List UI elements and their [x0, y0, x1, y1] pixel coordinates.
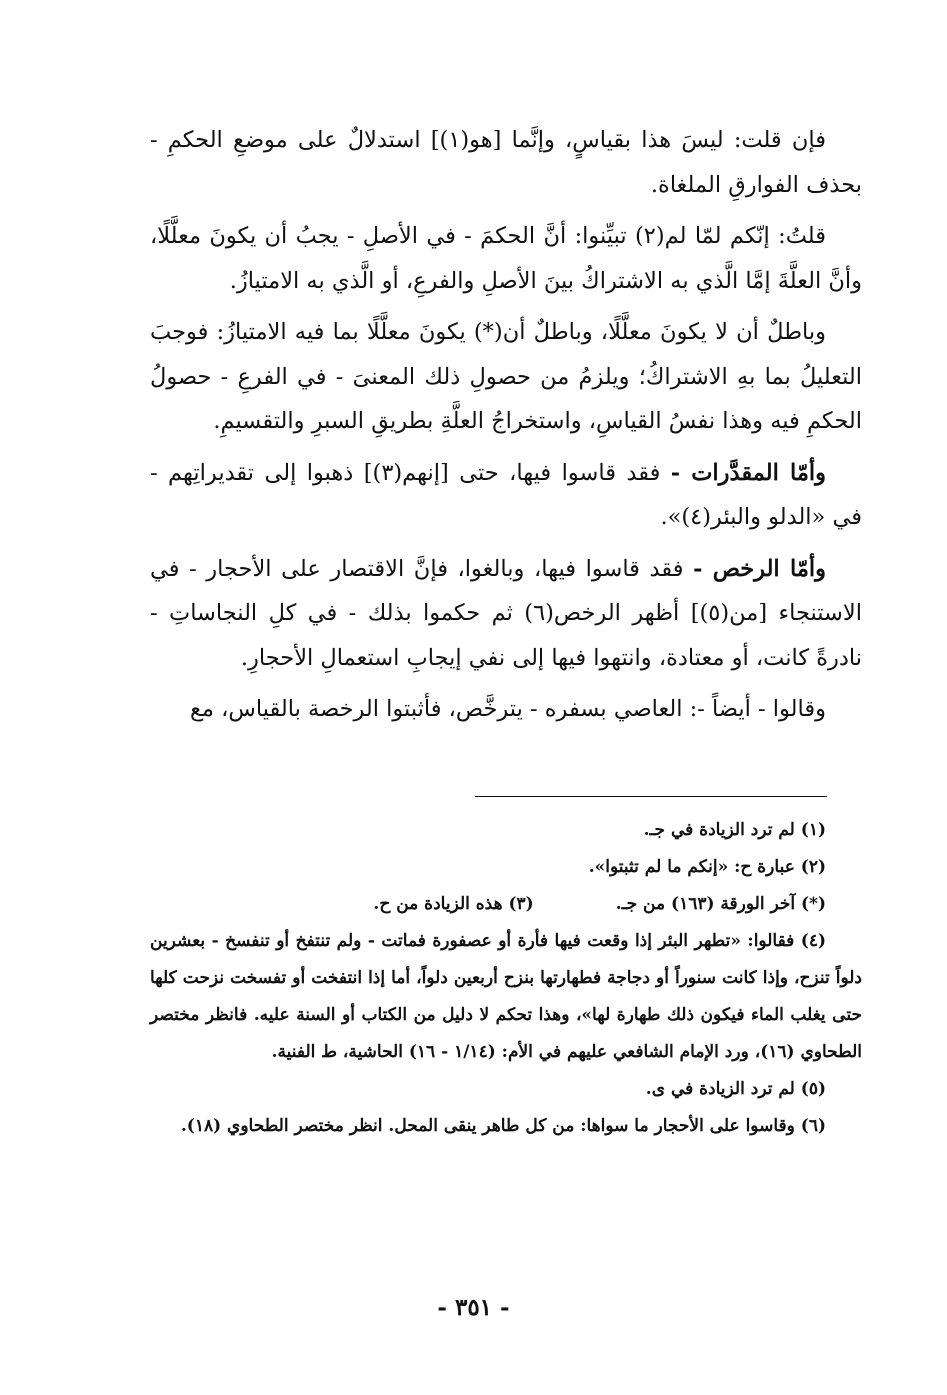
footnote-separator	[475, 796, 827, 797]
page-number: - ٣٥١ -	[437, 1294, 510, 1321]
paragraph-4	[150, 451, 862, 540]
footnote-3: (٣) هذه الزيادة من ح.	[373, 894, 534, 914]
paragraph-5	[150, 547, 862, 681]
paragraph-2: قلتُ: إنّكم لمّا لم(٢) تبيِّنوا: أنَّ الحكمَ - في الأصلِ - يجبُ أن يكونَ معلَّلًا، وأنَّ العلَّةَ إمَّا الَّذي به الاشتراكُ بينَ الأصلِ والفرعِ، أو الَّذي به الامتيازُ.	[150, 223, 862, 294]
footnote-row	[150, 886, 862, 923]
footnote-1: (١) لم ترد الزيادة في جـ.	[643, 820, 826, 840]
footnote-2: (٢) عبارة ح: «إنكم ما لم تثبتوا».	[588, 857, 826, 877]
paragraph-1: فإن قلت: ليسَ هذا بقياسٍ، وإنَّما [هو(١)] استدلالٌ على موضعِ الحكمِ - بحذف الفوارقِ الملغاة.	[150, 127, 862, 198]
paragraph-5-heading: وأمّا الرخص -	[693, 555, 826, 582]
footnote-5: (٥) لم ترد الزيادة في ى.	[645, 1079, 826, 1099]
paragraph-4-body: فقد قاسوا فيها، حتى [إنهم(٣)] ذهبوا إلى تقديراتِهم - في «الدلو والبئر(٤)».	[150, 459, 862, 530]
footnote-6: (٦) وقاسوا على الأحجار ما سواها: من كل طاهر ينقى المحل. انظر مختصر الطحاوي (١٨).	[180, 1116, 826, 1136]
paragraph-6: وقالوا - أيضاً -: العاصي بسفره - يترخَّص، فأثبتوا الرخصة بالقياس، مع	[189, 696, 826, 722]
paragraph-5-body: فقد قاسوا فيها، وبالغوا، فإنَّ الاقتصار على الأحجار - في الاستنجاء [من(٥)] أظهر الرخص(٦) ثم حكموا بذلك - في كلِ النجاساتِ - نادرةً كانت، أو معتادة، وانتهوا فيها إلى نفي إيجابِ استعمالِ الأحجارِ.	[150, 555, 862, 671]
footnote-4: (٤) فقالوا: «تطهر البئر إذا وقعت فيها فأرة أو عصفورة فماتت - ولم تنتفخ أو تنفسخ - بعشرين دلواً تنزح، وإذا كانت سنوراً أو دجاجة فطهارتها بنزح أربعين دلواً، أما إذا انتفخت أو تفسخت نزحت كلها حتى يغلب الماء فيكون ذلك طهارة لها»، وهذا تحكم لا دليل من الكتاب أو السنة عليه. فانظر مختصر الطحاوي (١٦)، ورد الإمام الشافعي عليهم في الأم: (١/١٤ - ١٦) الحاشية، ط الفنية.	[150, 931, 862, 1062]
paragraph-3: وباطلٌ أن لا يكونَ معلَّلًا، وباطلٌ أن(*) يكونَ معلَّلًا بما فيه الامتيازُ: فوجبَ التعليلُ بما بهِ الاشتراكُ؛ ويلزمُ من حصولِ ذلك المعنىَ - في الفرعِ - حصولُ الحكمِ فيه وهذا نفسُ القياسِ، واستخراجُ العلَّةِ بطريقِ السبرِ والتقسيمِ.	[150, 319, 862, 434]
footnote-star: (*) آخر الورقة (١٦٣) من جـ.	[615, 894, 826, 914]
paragraph-4-heading: وأمّا المقدَّرات -	[670, 459, 826, 486]
main-text	[150, 118, 862, 732]
footnotes	[150, 812, 862, 1145]
